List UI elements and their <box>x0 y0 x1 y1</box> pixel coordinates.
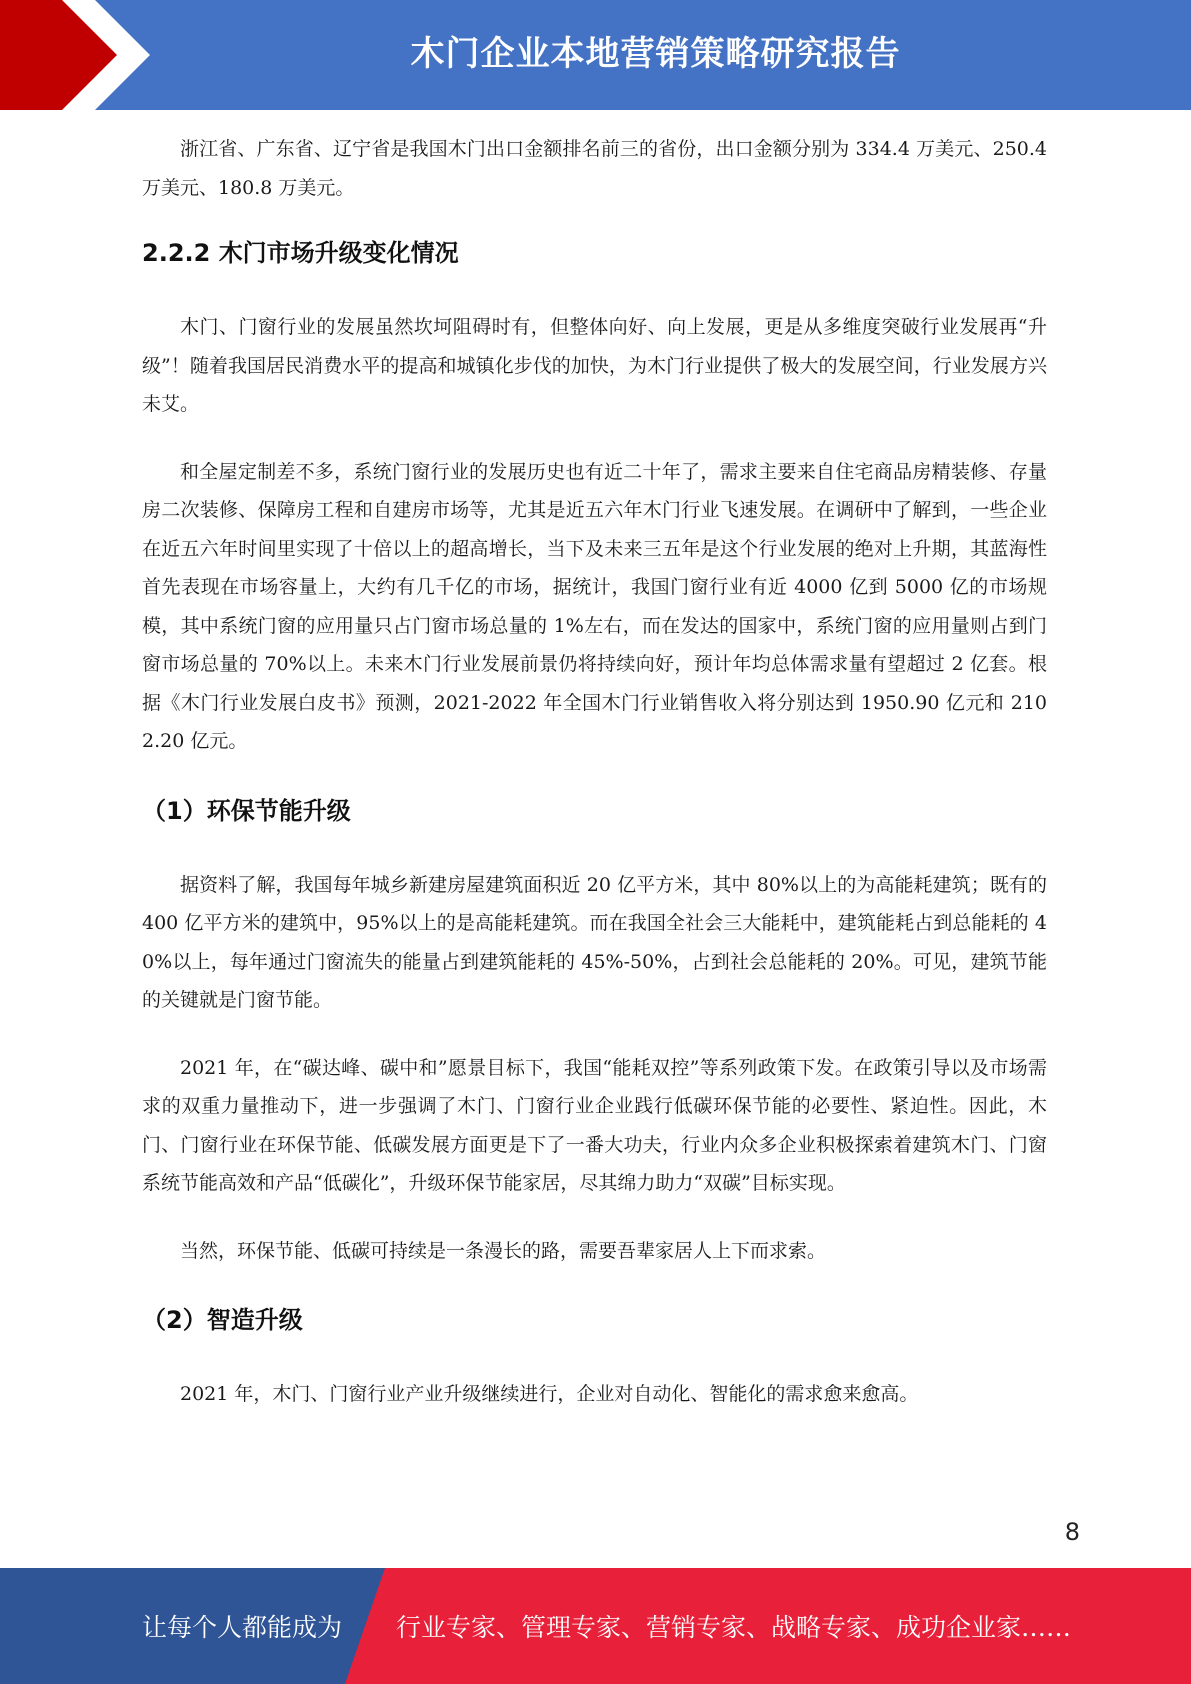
eco-paragraph-3: 当然，环保节能、低碳可持续是一条漫长的路，需要吾辈家居人上下而求索。 <box>180 1239 827 1262</box>
section-paragraph-2: 和全屋定制差不多，系统门窗行业的发展历史也有近二十年了，需求主要来自住宅商品房精装修、存量房二次装修、保障房工程和自建房市场等，尤其是近五六年木门行业飞速发展。在调研中了解到，一些企业在近五六年时间里实现了十倍以上的超高增长，当下及未来三五年是这个行业发展的绝对上升期，其蓝海性首先表现在市场容量上，大约有几千亿的市场，据统计，我国门窗行业有近 4000 亿到 5000 亿的市场规模，其中系统门窗的应用量只占门窗市场总量的 1%左右，而在发达的国家中，系统门窗的应用量则占到门窗市场总量的 70%以上。未来木门行业发展前景仍将持续向好，预计年均总体需求量有望超过 2 亿套。根据《木门行业发展白皮书》预测，2021-2022 年全国木门行业销售收入将分别达到 1950.90 亿元和 2102.20 亿元。 <box>142 460 1047 752</box>
footer-slogan-right: 行业专家、管理专家、营销专家、战略专家、成功企业家…… <box>396 1613 1072 1642</box>
page-header <box>0 0 1191 110</box>
smart-paragraph-1: 2021 年，木门、门窗行业产业升级继续进行，企业对自动化、智能化的需求愈来愈高。 <box>180 1383 919 1405</box>
subheading-smart-manufacturing: （2）智造升级 <box>142 1306 303 1334</box>
subheading-eco-energy: （1）环保节能升级 <box>142 796 351 825</box>
page-content <box>142 130 1047 1414</box>
report-title: 木门企业本地营销策略研究报告 <box>410 34 901 74</box>
page-number: 8 <box>1064 1518 1080 1546</box>
eco-paragraph-1: 据资料了解，我国每年城乡新建房屋建筑面积近 20 亿平方米，其中 80%以上的为高能耗建筑；既有的 400 亿平方米的建筑中，95%以上的是高能耗建筑。而在我国全社会三大能耗中，建筑能耗占到总能耗的 40%以上，每年通过门窗流失的能量占到建筑能耗的 45%-50%，占到社会总能耗的 20%。可见，建筑节能的关键就是门窗节能。 <box>142 873 1047 1011</box>
section-paragraph-1: 木门、门窗行业的发展虽然坎坷阻碍时有，但整体向好、向上发展，更是从多维度突破行业发展再“升级”！随着我国居民消费水平的提高和城镇化步伐的加快，为木门行业提供了极大的发展空间，行业发展方兴未艾。 <box>142 316 1047 415</box>
intro-paragraph: 浙江省、广东省、辽宁省是我国木门出口金额排名前三的省份，出口金额分别为 334.4 万美元、250.4 万美元、180.8 万美元。 <box>142 138 1047 199</box>
section-heading: 2.2.2 木门市场升级变化情况 <box>142 239 459 267</box>
page-footer <box>0 1568 1191 1684</box>
footer-slogan-left: 让每个人都能成为 <box>142 1613 343 1642</box>
eco-paragraph-2: 2021 年，在“碳达峰、碳中和”愿景目标下，我国“能耗双控”等系列政策下发。在政策引导以及市场需求的双重力量推动下，进一步强调了木门、门窗行业企业践行低碳环保节能的必要性、紧迫性。因此，木门、门窗行业在环保节能、低碳发展方面更是下了一番大功夫，行业内众多企业积极探索着建筑木门、门窗系统节能高效和产品“低碳化”，升级环保节能家居，尽其绵力助力“双碳”目标实现。 <box>142 1056 1047 1194</box>
